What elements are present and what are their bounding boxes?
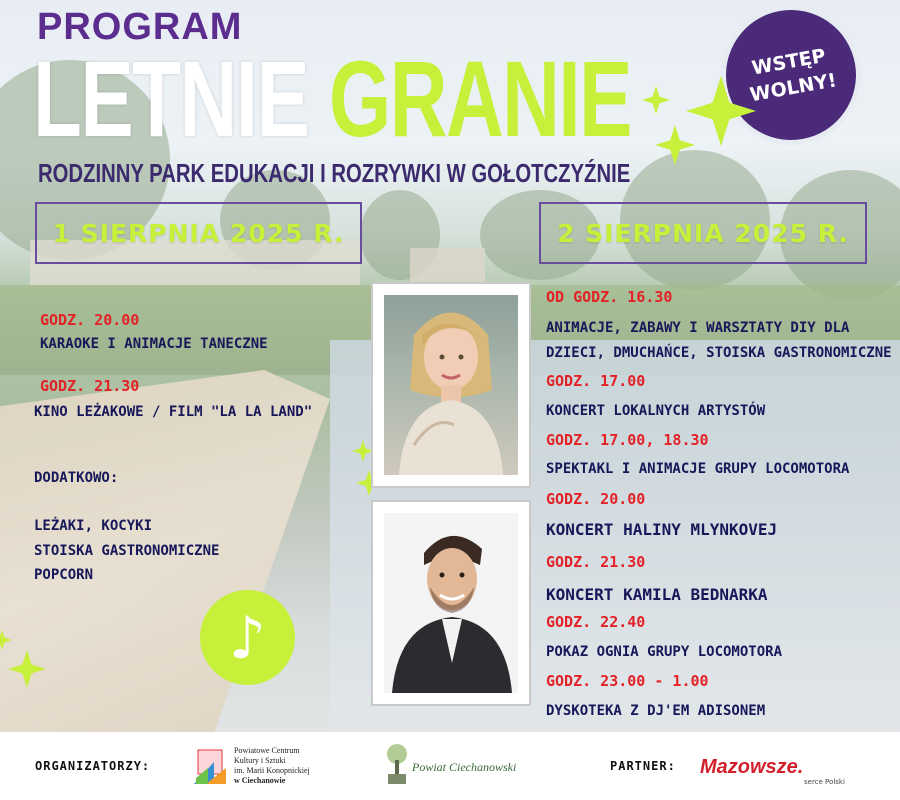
mazowsze-tagline: serce Polski [804,778,845,786]
day2-time-2: GODZ. 17.00 [546,372,646,390]
day1-extras-label: DODATKOWO: [34,470,119,486]
tree-emblem-icon [384,742,410,788]
day2-desc-6: POKAZ OGNIA GRUPY LOCOMOTORA [546,644,783,660]
artist-photo-man [373,502,529,704]
day2-time-5: GODZ. 21.30 [546,553,646,571]
day2-time-7: GODZ. 23.00 - 1.00 [546,672,709,690]
main-title [33,38,631,159]
day1-extra-3: POPCORN [34,567,94,583]
pcksiz-logo [192,744,322,790]
badge-line2: WOLNY! [748,69,839,107]
day1-time-1: GODZ. 20.00 [40,311,140,329]
day2-time-6: GODZ. 22.40 [546,613,646,631]
date-day1: 1 SIERPNIA 2025 R. [35,202,362,264]
title-word-granie: GRANIE [329,38,631,159]
day2-desc-3: SPEKTAKL I ANIMACJE GRUPY LOCOMOTORA [546,461,850,477]
day1-extra-1: LEŻAKI, KOCYKI [34,518,153,534]
day2-time-4: GODZ. 20.00 [546,490,646,508]
title-word-letnie: LETNIE [33,38,309,159]
mazowsze-logo [700,756,845,786]
day2-desc-4: KONCERT HALINY MLYNKOVEJ [546,520,778,539]
day2-desc-1a: ANIMACJE, ZABAWY I WARSZTATY DIY DLA [546,320,850,336]
woman-portrait-illustration [384,295,518,475]
man-portrait-illustration [384,513,518,693]
day2-time-3: GODZ. 17.00, 18.30 [546,431,709,449]
day1-desc-1: KARAOKE I ANIMACJE TANECZNE [40,336,268,352]
day1-extra-2: STOISKA GASTRONOMICZNE [34,543,220,559]
partner-label: PARTNER: [610,759,676,773]
day1-desc-2: KINO LEŻAKOWE / FILM "LA LA LAND" [34,404,313,420]
day2-time-1: OD GODZ. 16.30 [546,288,673,306]
organizers-label: ORGANIZATORZY: [35,759,151,773]
powiat-ciechanowski-logo [380,742,520,792]
day2-desc-7: DYSKOTEKA Z DJ'EM ADISONEM [546,703,766,719]
mazowsze-wordmark: Mazowsze. [700,756,804,778]
pcksiz-logo-mark [192,748,230,786]
day2-desc-1b: DZIECI, DMUCHAŃCE, STOISKA GASTRONOMICZNE [546,345,892,361]
powiat-logo-text: Powiat Ciechanowski [412,760,517,774]
badge-line1: WSTĘP [750,44,828,80]
date-day2: 2 SIERPNIA 2025 R. [539,202,867,264]
program-label: PROGRAM [37,6,243,48]
day2-desc-5: KONCERT KAMILA BEDNARKA [546,585,768,604]
artist-photo-woman [373,284,529,486]
venue-subtitle: RODZINNY PARK EDUKACJI I ROZRYWKI W GOŁOTCZYŹNIE [38,158,631,188]
day2-desc-2: KONCERT LOKALNYCH ARTYSTÓW [546,403,766,419]
day1-time-2: GODZ. 21.30 [40,377,140,395]
pcksiz-logo-text: Powiatowe Centrum Kultury i Sztuki im. Marii Konopnickiej w Ciechanowie [234,746,310,785]
music-note-icon: ♪ [200,590,295,685]
